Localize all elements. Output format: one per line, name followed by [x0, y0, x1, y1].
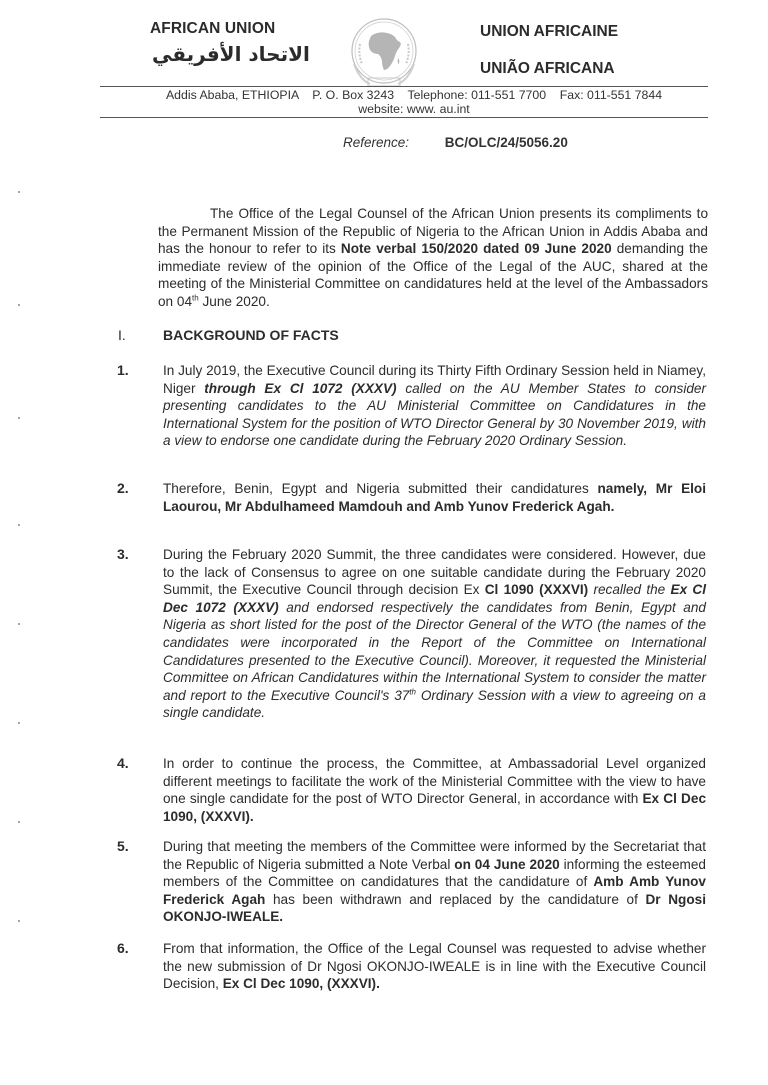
scan-margin-mark [18, 623, 20, 625]
letterhead [0, 0, 768, 120]
paragraph-1 [163, 362, 706, 450]
paragraph-text: In July 2019, the Executive Council during its Thirty Fifth Ordinary Session held in Niamey, Niger [163, 363, 706, 396]
scan-margin-mark [18, 524, 20, 526]
paragraph-text: called on the AU Member States to consider presenting candidates to the AU Ministerial Committee on Candidatures in the International System for the position of WTO Director General by 30 November 2019, with a view to endorse one candidate during the February 2020 Ordinary Session. [163, 380, 706, 449]
intro-text: The Office of the Legal Counsel of the African Union presents its compliments to the Permanent Mission of the Republic of Nigeria to the African Union in Addis Ababa and has the honour to refer to its [158, 206, 708, 257]
decision-reference: Ex Cl Dec 1072 (XXXV) [163, 582, 707, 615]
decision-reference: Cl 1090 (XXXVI) [484, 582, 589, 598]
intro-note-verbal: Note verbal 150/2020 dated 09 June 2020 [340, 241, 612, 257]
paragraph-number: 4. [117, 755, 129, 771]
section-number: I. [118, 327, 126, 343]
paragraph-text: recalled the [588, 582, 671, 598]
ordinal-suffix: th [409, 687, 416, 697]
scan-margin-mark [18, 821, 20, 823]
paragraph-number: 6. [117, 940, 129, 956]
paragraph-text: In order to continue the process, the Committee, at Ambassadorial Level organized different meetings to facilitate the work of the Ministerial Committee with the view to have one single candidate for the post of WTO Director General, in accordance with [163, 756, 706, 807]
paragraph-number: 3. [117, 546, 129, 562]
candidate-names: namely, Mr Eloi Laourou, Mr Abdulhameed Mamdouh and Amb Yunov Frederick Agah. [163, 481, 706, 514]
scan-margin-mark [18, 417, 20, 419]
decision-reference: Ex Cl Dec 1090, (XXXVI). [222, 976, 380, 992]
paragraph-6 [163, 940, 706, 993]
intro-text: demanding the immediate review of the opinion of the Office of the Legal of the AUC, shared at the meeting of the Ministerial Committee on candidatures held at the level of the Ambassadors on 04 [158, 241, 708, 309]
scan-margin-mark [18, 191, 20, 193]
letterhead-rule-bottom [100, 117, 708, 118]
reference-number: BC/OLC/24/5056.20 [444, 135, 568, 150]
scan-margin-mark [18, 304, 20, 306]
paragraph-text: From that information, the Office of the Legal Counsel was requested to advise whether the new submission of Dr Ngosi OKONJO-IWEALE is in line with the Executive Council Decision, [163, 941, 706, 992]
paragraph-text: informing the esteemed members of the Committee on candidatures that the candidature of [163, 856, 706, 890]
paragraph-4 [163, 755, 706, 825]
intro-text: June 2020. [198, 293, 270, 309]
candidate-name: Amb Amb Yunov Frederick Agah [163, 874, 706, 907]
org-name-french: UNION AFRICAINE [480, 23, 619, 40]
paragraph-number: 5. [117, 838, 129, 854]
contact-website: website: www. au.int [358, 102, 470, 116]
decision-reference: Ex Cl Dec 1090, (XXXVI). [163, 791, 706, 824]
org-name-arabic: الاتحاد الأفريقي [152, 42, 310, 66]
contact-details: Addis Ababa, ETHIOPIA P. O. Box 3243 Telephone: 011-551 7700 Fax: 011-551 7844 [165, 88, 663, 102]
date-reference: on 04 June 2020 [454, 856, 560, 872]
ordinal-suffix: th [192, 293, 199, 303]
org-name-english: AFRICAN UNION [150, 20, 276, 37]
paragraph-text: Therefore, Benin, Egypt and Nigeria submitted their candidatures [163, 481, 598, 496]
paragraph-text: During the February 2020 Summit, the three candidates were considered. However, due to the lack of Consensus to agree on one suitable candidate during the February 2020 Summit, the Executive Council through decision Ex [163, 547, 706, 598]
paragraph-text: and endorsed respectively the candidates from Benin, Egypt and Nigeria as short listed for the post of the Director General of the WTO (the names of the candidates were incorporated in the Report of the Committee on International Candidatures presented to the Executive Council). Moreover, it requested the Ministerial Committee on African Candidatures within the International System to consider the matter and report to the Executive Council's 37 [163, 599, 706, 703]
candidate-name: Dr Ngosi OKONJO-IWEALE. [163, 891, 706, 925]
african-union-emblem-icon [340, 14, 428, 90]
intro-paragraph [158, 205, 708, 311]
scan-margin-mark [18, 920, 20, 922]
paragraph-5 [163, 838, 706, 926]
decision-reference: through Ex Cl 1072 (XXXV) [204, 380, 397, 396]
reference-label: Reference: [343, 135, 410, 150]
paragraph-2 [163, 480, 706, 515]
paragraph-number: 1. [117, 362, 129, 378]
paragraph-text: Ordinary Session with a view to agreeing on a single candidate. [163, 687, 706, 721]
section-title: BACKGROUND OF FACTS [163, 327, 339, 343]
paragraph-text: has been withdrawn and replaced by the candidature of [265, 891, 646, 907]
paragraph-3 [163, 546, 706, 722]
reference [343, 135, 568, 150]
letterhead-rule-top [100, 86, 708, 87]
paragraph-text: During that meeting the members of the Committee were informed by the Secretariat that the Republic of Nigeria submitted a Note Verbal [163, 839, 706, 872]
org-name-portuguese: UNIÃO AFRICANA [480, 60, 615, 77]
paragraph-number: 2. [117, 480, 129, 496]
scan-margin-mark [18, 722, 20, 724]
